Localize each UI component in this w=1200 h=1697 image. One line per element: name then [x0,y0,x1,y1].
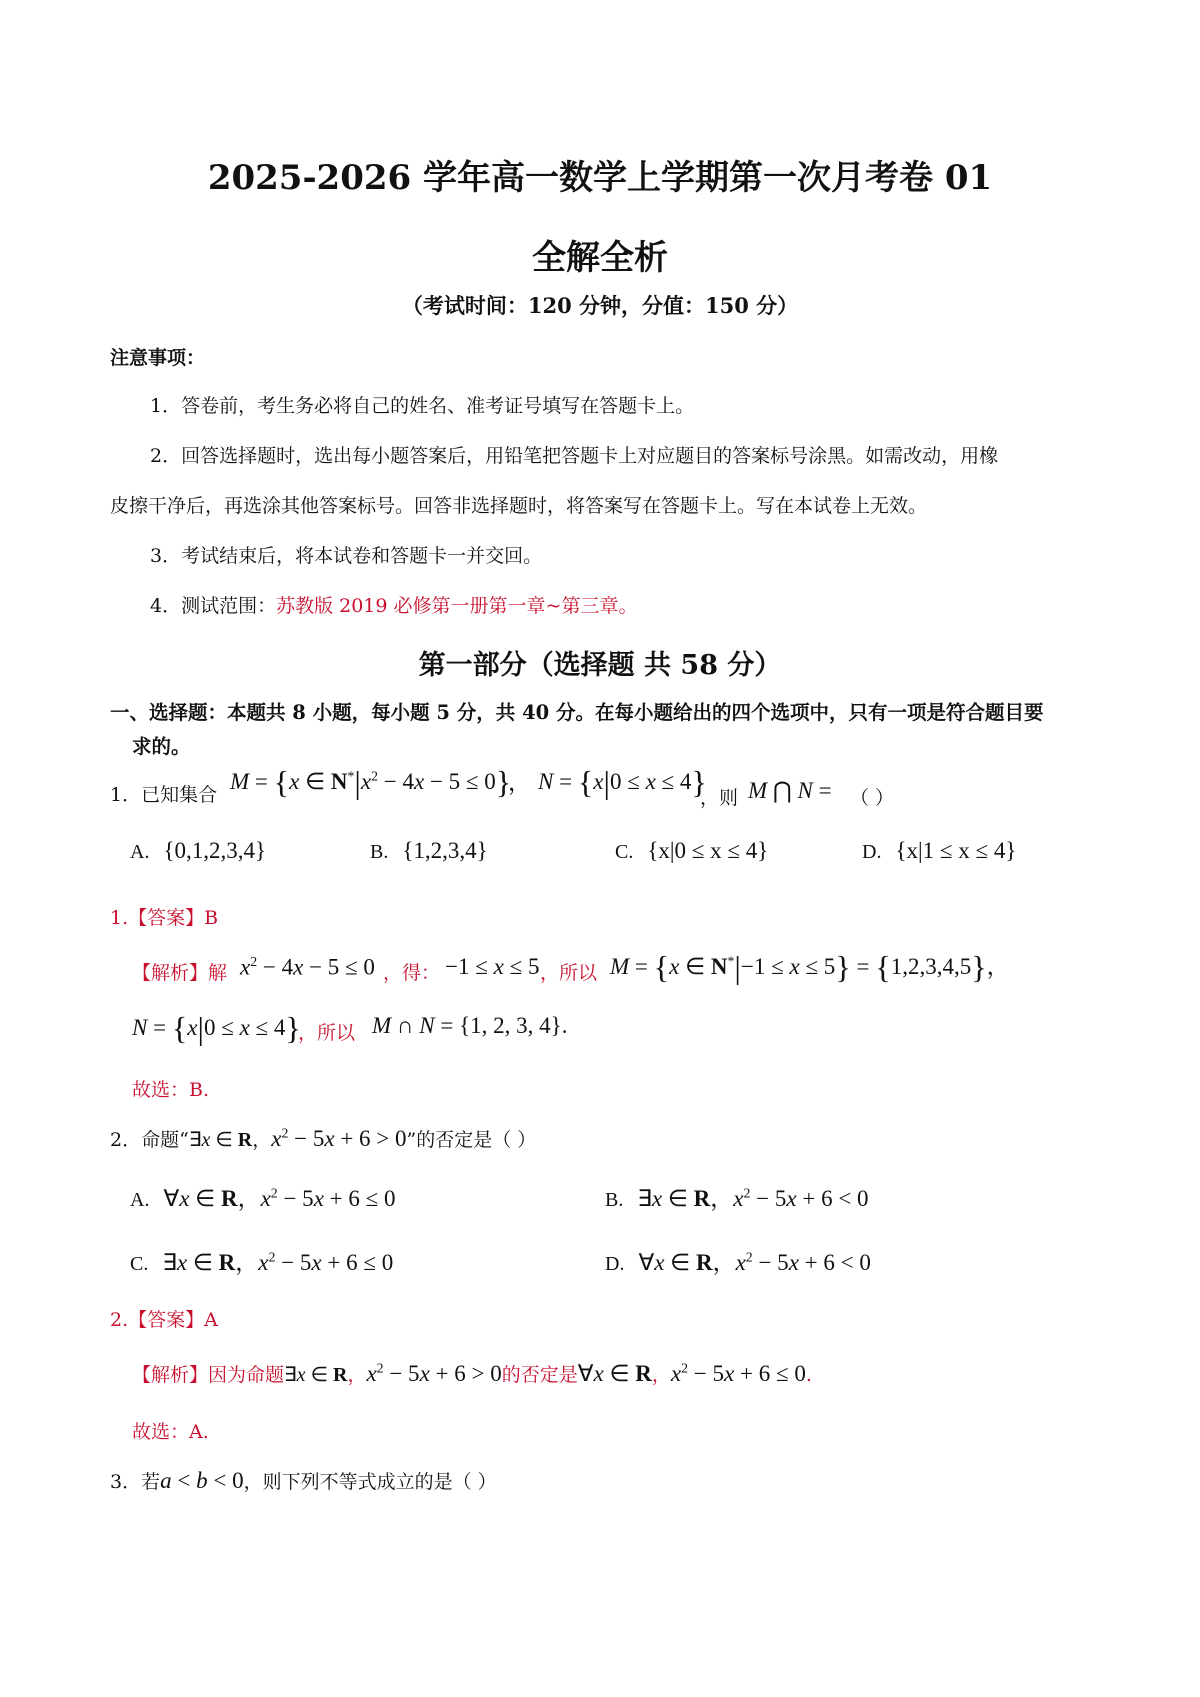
notice-item-4-scope: 苏教版 2019 必修第一册第一章~第三章。 [276,595,638,617]
notice-item-1: 1．答卷前，考生务必将自己的姓名、准考证号填写在答题卡上。 [150,395,695,417]
q1-analysis-get: ，得： [383,962,441,984]
q2-option-a: A. ∀x ∈ R，$x^2 - 5x + 6 \le 0$ [130,1185,396,1211]
q2-option-d: D. ∀x ∈ R，$x^2 - 5x + 6 < 0$ [605,1249,871,1275]
q1-stem-prefix: 已知集合 [141,784,218,806]
notice-item-4 [150,591,637,618]
q1-analysis-n: N = {x|0 ≤ x ≤ 4} [132,1010,301,1046]
q2-analysis: 【解析】因为命题∃x ∈ R，$x^2 - 5x + 6 > 0$的否定是∀x ∈ R，$x^2 - 5x + 6 \le 0$. [132,1360,812,1386]
q1-option-a: A. {0,1,2,3,4} [130,838,267,863]
q1-analysis-line1: 【解析】解 [132,962,228,984]
q3-stem: 3．若a < b < 0，则下列不等式成立的是（ ） [110,1468,497,1493]
part1-heading: 第一部分（选择题 共 58 分） [418,650,782,681]
q1-analysis-result: M ∩ N = {1, 2, 3, 4}. [372,1013,568,1038]
notice-item-4-prefix: 4．测试范围： [150,595,277,617]
page-subtitle: 全解全析 [532,238,668,278]
q1-conclusion: 故选：B. [132,1079,210,1101]
notice-item-2: 2．回答选择题时，选出每小题答案后，用铅笔把答题卡上对应题目的答案标号涂黑。如需改动，用橡 [150,445,999,467]
q1-stem [110,780,217,807]
section-heading: 一、选择题：本题共 8 小题，每小题 5 分，共 40 分。在每小题给出的四个选项中，只有一项是符合题目要 [110,701,1044,724]
q1-analysis-range: −1 ≤ x ≤ 5 [445,954,540,979]
q2-option-c: C. ∃x ∈ R，$x^2 - 5x + 6 \le 0$ [130,1249,394,1275]
q1-option-c: C. {x|0 ≤ x ≤ 4} [615,838,769,863]
notice-item-2-cont: 皮擦干净后，再选涂其他答案标号。回答非选择题时，将答案写在答题卡上。写在本试卷上无效。 [110,495,928,517]
q1-comma: ， [508,770,531,795]
page-title: 2025-2026 学年高一数学上学期第一次月考卷 01 [207,158,993,198]
q1-blank: （ ） [850,787,895,809]
q2-stem: 2．命题“∃x ∈ R，$x^2 - 5x + 6 > 0$”的否定是（ ） [110,1125,537,1151]
q1-analysis-m: M = {x ∈ N*|−1 ≤ x ≤ 5} = {1,2,3,4,5}， [610,949,1010,985]
q1-option-b: B. {1,2,3,4} [370,838,488,863]
q1-analysis-ineq: $x^2 - 4x - 5 \le 0$ [240,954,375,980]
exam-meta: （考试时间：120 分钟，分值：150 分） [401,293,799,318]
notice-heading: 注意事项： [110,347,206,369]
q1-option-d: D. {x|1 ≤ x ≤ 4} [862,838,1017,863]
q1-answer: 1.【答案】B [110,907,219,929]
section-heading-cont: 求的。 [132,735,191,758]
notice-item-3: 3．考试结束后，将本试卷和答题卡一并交回。 [150,545,543,567]
q1-then: ，则 [700,787,739,809]
q1-set-n: N = {x|0 ≤ x ≤ 4} [538,764,707,800]
q2-option-b: B. ∃x ∈ R，$x^2 - 5x + 6 < 0$ [605,1185,869,1211]
q1-analysis-so2: ，所以 [298,1022,356,1044]
q1-number: 1． [110,784,142,806]
q1-analysis-so: ，所以 [540,962,598,984]
q2-conclusion: 故选：A. [132,1421,209,1443]
q1-intersection: M ⋂ N = [748,778,832,803]
q1-set-m: M = {x ∈ $N^*|x^2 - 4x - 5 \le 0$} [230,764,512,800]
q2-answer: 2.【答案】A [110,1309,218,1331]
